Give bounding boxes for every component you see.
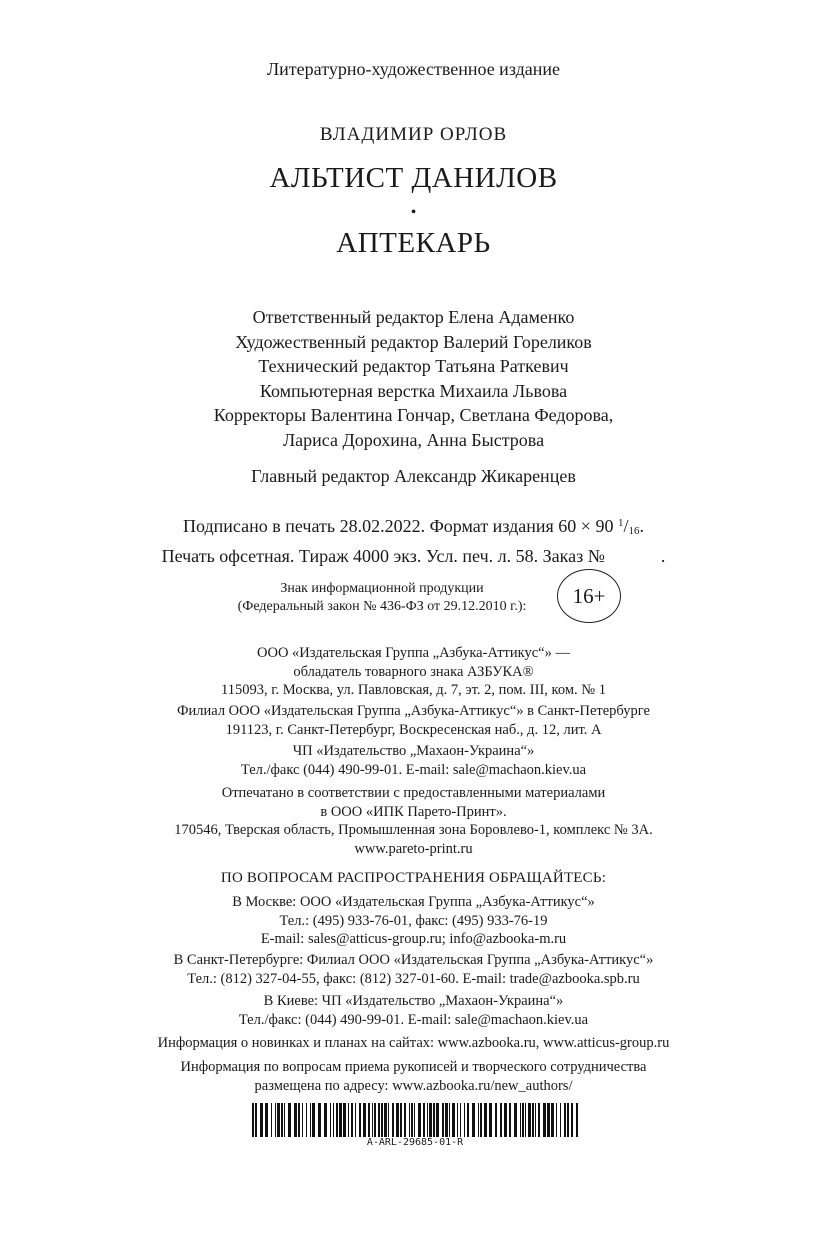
- barcode-bar: [355, 1103, 356, 1137]
- barcode-bar: [351, 1103, 353, 1137]
- spb-line: В Санкт-Петербурге: Филиал ООО «Издательская Группа „Азбука-Аттикус“»: [173, 952, 654, 968]
- fraction-denominator: 16: [628, 525, 640, 537]
- printer-line: Отпечатано в соответствии с предоставленными материалами: [221, 785, 606, 801]
- barcode-bar: [330, 1103, 331, 1137]
- barcode-bar: [484, 1103, 487, 1137]
- kiev-line: Тел./факс: (044) 490-99-01. E-mail: sale@machaon.kiev.ua: [238, 1011, 589, 1028]
- barcode-bar: [538, 1103, 540, 1137]
- barcode-bar: [489, 1103, 492, 1137]
- credit-line: Компьютерная верстка Михаила Львова: [259, 380, 568, 401]
- barcode-bar: [551, 1103, 554, 1137]
- barcode-bar: [336, 1103, 338, 1137]
- ukraine-line: ЧП «Издательство „Махаон-Украина“»: [292, 743, 535, 759]
- barcode-bar: [436, 1103, 439, 1137]
- barcode-bar: [504, 1103, 507, 1137]
- barcode-bar: [520, 1103, 521, 1137]
- barcode-bar: [433, 1103, 435, 1137]
- fraction-numerator: 1: [617, 517, 624, 529]
- book-title-2: АПТЕКАРЬ: [336, 227, 491, 259]
- barcode-bar: [514, 1103, 517, 1137]
- barcode-bar: [265, 1103, 268, 1137]
- printer-line: www.pareto-print.ru: [354, 840, 473, 857]
- barcode-bar: [418, 1103, 421, 1137]
- printer-line: в ООО «ИПК Парето-Принт».: [320, 803, 507, 820]
- barcode-bar: [535, 1103, 536, 1137]
- printer-block: [0, 784, 827, 858]
- barcode-bar: [388, 1103, 389, 1137]
- info-product-sign: [216, 580, 548, 616]
- barcode-bar: [378, 1103, 380, 1137]
- credit-line: Корректоры Валентина Гончар, Светлана Федорова,: [213, 405, 614, 426]
- barcode-bar: [472, 1103, 475, 1137]
- credit-line: Технический редактор Татьяна Раткевич: [258, 356, 569, 377]
- barcode-bar: [271, 1103, 272, 1137]
- barcode-bar: [429, 1103, 432, 1137]
- credits-block: [0, 305, 827, 453]
- barcode-bar: [423, 1103, 425, 1137]
- barcode-code: A-ARL-29685-01-R: [366, 1137, 464, 1148]
- credit-line: Ответственный редактор Елена Адаменко: [252, 307, 575, 327]
- print-line-2: [0, 544, 827, 569]
- barcode-bar: [381, 1103, 383, 1137]
- spb-contacts: [0, 951, 827, 988]
- barcode-bar: [464, 1103, 465, 1137]
- branch-block: [0, 702, 827, 739]
- barcode-bar: [281, 1103, 283, 1137]
- sign-line-2: (Федеральный закон № 436-ФЗ от 29.12.2010 г.):: [237, 599, 527, 614]
- barcode-bar: [564, 1103, 566, 1137]
- barcode-bar: [445, 1103, 448, 1137]
- barcode-bar: [567, 1103, 569, 1137]
- barcode-bar: [363, 1103, 366, 1137]
- branch-line: Филиал ООО «Издательская Группа „Азбука-Аттикус“» в Санкт-Петербурге: [177, 703, 650, 719]
- sites-info: Информация о новинках и планах на сайтах: www.azbooka.ru, www.atticus-group.ru: [157, 1035, 670, 1051]
- print-format-text: Подписано в печать 28.02.2022. Формат издания 60 × 90: [183, 516, 614, 536]
- barcode-bar: [324, 1103, 327, 1137]
- barcode-bar: [255, 1103, 257, 1137]
- barcode-bar: [571, 1103, 573, 1137]
- barcode-bar: [449, 1103, 450, 1137]
- barcode-bar: [318, 1103, 321, 1137]
- title-separator: •: [410, 204, 417, 221]
- barcode-bar: [339, 1103, 342, 1137]
- barcode-bar: [384, 1103, 387, 1137]
- barcode-bar: [442, 1103, 444, 1137]
- branch-line: 191123, г. Санкт-Петербург, Воскресенская наб., д. 12, лит. А: [225, 721, 602, 738]
- barcode-bar: [260, 1103, 263, 1137]
- moscow-line: В Москве: ООО «Издательская Группа „Азбука-Аттикус“»: [232, 894, 595, 910]
- barcode-bar: [427, 1103, 428, 1137]
- manuscripts-line: Информация по вопросам приема рукописей и творческого сотрудничества: [180, 1059, 647, 1075]
- barcode-bar: [359, 1103, 361, 1137]
- barcode-bar: [252, 1103, 254, 1137]
- book-title-1: АЛЬТИСТ ДАНИЛОВ: [269, 162, 558, 194]
- barcode-bar: [522, 1103, 524, 1137]
- ukraine-block: [0, 742, 827, 779]
- credit-line: Художественный редактор Валерий Гореликов: [235, 331, 592, 352]
- print-run-text: Печать офсетная. Тираж 4000 экз. Усл. печ. л. 58. Заказ №: [161, 545, 605, 566]
- barcode-bar: [500, 1103, 502, 1137]
- barcode-bar: [478, 1103, 479, 1137]
- genre-label: Литературно-художественное издание: [266, 59, 561, 79]
- distribution-header: ПО ВОПРОСАМ РАСПРОСТРАНЕНИЯ ОБРАЩАЙТЕСЬ:: [220, 870, 607, 886]
- barcode-bar: [452, 1103, 455, 1137]
- barcode-bar: [480, 1103, 482, 1137]
- barcode-bar: [392, 1103, 394, 1137]
- print-line-1-end: .: [639, 516, 644, 536]
- kiev-line: В Киеве: ЧП «Издательство „Махаон-Украина“»: [263, 993, 564, 1009]
- barcode-bar: [302, 1103, 303, 1137]
- barcode-bar: [275, 1103, 276, 1137]
- barcode-bar: [368, 1103, 370, 1137]
- print-line-2-end: .: [660, 545, 666, 566]
- barcode-bar: [404, 1103, 406, 1137]
- barcode-bar: [396, 1103, 399, 1137]
- barcode-bar: [547, 1103, 550, 1137]
- barcode-bar: [556, 1103, 557, 1137]
- barcode: [252, 1103, 578, 1137]
- barcode-bar: [400, 1103, 402, 1137]
- barcode-bar: [333, 1103, 334, 1137]
- publisher-block: [0, 644, 827, 700]
- barcode-bar: [298, 1103, 300, 1137]
- manuscripts-line: размещена по адресу: www.azbooka.ru/new_authors/: [254, 1077, 573, 1094]
- barcode-bar: [288, 1103, 291, 1137]
- ukraine-line: Тел./факс (044) 490-99-01. E-mail: sale@machaon.kiev.ua: [240, 761, 587, 778]
- credit-line: Лариса Дорохина, Анна Быстрова: [282, 429, 545, 450]
- barcode-bar: [374, 1103, 376, 1137]
- barcode-bar: [560, 1103, 561, 1137]
- barcode-bar: [543, 1103, 546, 1137]
- kiev-contacts: [0, 992, 827, 1029]
- barcode-bar: [312, 1103, 315, 1137]
- barcode-bar: [509, 1103, 511, 1137]
- barcode-bar: [306, 1103, 307, 1137]
- moscow-line: Тел.: (495) 933-76-01, факс: (495) 933-76-19: [279, 912, 548, 929]
- moscow-contacts: [0, 893, 827, 949]
- manuscripts-info: [0, 1058, 827, 1095]
- barcode-bar: [532, 1103, 534, 1137]
- barcode-bar: [277, 1103, 280, 1137]
- barcode-bar: [343, 1103, 346, 1137]
- age-rating-badge: 16+: [557, 569, 621, 623]
- fraction-separator: /: [623, 516, 629, 536]
- author-name: ВЛАДИМИР ОРЛОВ: [319, 124, 508, 145]
- barcode-bar: [457, 1103, 458, 1137]
- barcode-bar: [495, 1103, 497, 1137]
- barcode-bar: [310, 1103, 311, 1137]
- print-line-1: [0, 511, 827, 544]
- barcode-bar: [284, 1103, 285, 1137]
- print-info: [0, 511, 827, 568]
- barcode-bar: [528, 1103, 531, 1137]
- spb-line: Тел.: (812) 327-04-55, факс: (812) 327-01-60. E-mail: trade@azbooka.spb.ru: [187, 970, 640, 987]
- chief-editor: Главный редактор Александр Жикаренцев: [251, 466, 576, 486]
- sign-line-1: Знак информационной продукции: [280, 581, 484, 596]
- publisher-line: ООО «Издательская Группа „Азбука-Аттикус“» —: [257, 645, 570, 661]
- barcode-bar: [414, 1103, 415, 1137]
- barcode-bar: [372, 1103, 373, 1137]
- printer-line: 170546, Тверская область, Промышленная зона Боровлево-1, комплекс № 3А.: [174, 822, 653, 839]
- barcode-bar: [411, 1103, 413, 1137]
- barcode-bar: [576, 1103, 578, 1137]
- barcode-bar: [348, 1103, 349, 1137]
- barcode-bar: [467, 1103, 469, 1137]
- publisher-line: 115093, г. Москва, ул. Павловская, д. 7, эт. 2, пом. III, ком. № 1: [221, 682, 606, 699]
- barcode-bar: [460, 1103, 461, 1137]
- barcode-bar: [294, 1103, 297, 1137]
- moscow-line: E-mail: sales@atticus-group.ru; info@azbooka-m.ru: [260, 931, 567, 948]
- barcode-bar: [409, 1103, 410, 1137]
- publisher-line: обладатель товарного знака АЗБУКА®: [293, 663, 534, 680]
- barcode-bar: [525, 1103, 526, 1137]
